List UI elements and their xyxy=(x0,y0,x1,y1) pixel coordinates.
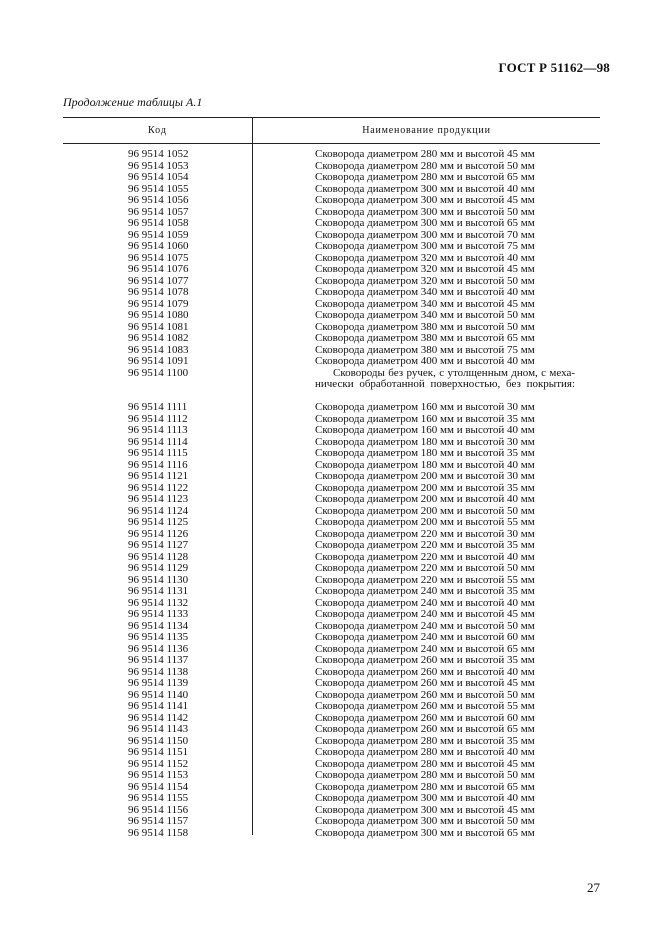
row-code: 96 9514 1138 xyxy=(128,665,189,678)
table-row xyxy=(63,828,600,840)
row-name: Сковорода диаметром 340 мм и высотой 40 мм xyxy=(315,286,535,298)
row-name: Сковорода диаметром 260 мм и высотой 40 мм xyxy=(315,665,535,678)
row-code: 96 9514 1132 xyxy=(128,596,189,609)
column-header-code: Код xyxy=(148,125,167,136)
row-name: Сковорода диаметром 180 мм и высотой 35 мм xyxy=(315,447,535,459)
table-row xyxy=(63,356,600,368)
row-code: 96 9514 1115 xyxy=(128,447,188,459)
row-name: Сковорода диаметром 240 мм и высотой 60 мм xyxy=(315,631,535,643)
row-code: 96 9514 1139 xyxy=(128,677,189,689)
row-name: Сковорода диаметром 280 мм и высотой 50 мм xyxy=(315,159,535,172)
row-code: 96 9514 1154 xyxy=(128,780,189,793)
row-code: 96 9514 1121 xyxy=(128,470,189,482)
table-row xyxy=(63,195,600,207)
row-code: 96 9514 1112 xyxy=(128,412,188,425)
row-code: 96 9514 1100 xyxy=(128,366,189,379)
row-code: 96 9514 1158 xyxy=(128,826,189,839)
table-row xyxy=(63,494,600,506)
table-row xyxy=(63,678,600,690)
row-name: Сковорода диаметром 200 мм и высотой 55 мм xyxy=(315,516,535,528)
row-name: Сковорода диаметром 300 мм и высотой 40 мм xyxy=(315,182,535,195)
row-name: Сковорода диаметром 320 мм и высотой 45 мм xyxy=(315,263,535,275)
row-name: Сковорода диаметром 220 мм и высотой 35 мм xyxy=(315,539,535,551)
row-code: 96 9514 1123 xyxy=(128,493,189,505)
row-name: Сковорода диаметром 300 мм и высотой 50 мм xyxy=(315,815,535,827)
table-row xyxy=(63,218,600,230)
table-row-group xyxy=(63,368,600,403)
row-code: 96 9514 1058 xyxy=(128,217,189,229)
row-code: 96 9514 1113 xyxy=(128,424,188,436)
row-code: 96 9514 1152 xyxy=(128,757,189,770)
row-code: 96 9514 1133 xyxy=(128,608,189,620)
row-name: Сковорода диаметром 260 мм и высотой 45 мм xyxy=(315,677,535,689)
table-row xyxy=(63,655,600,667)
row-code: 96 9514 1124 xyxy=(128,504,189,517)
row-name: Сковорода диаметром 220 мм и высотой 55 мм xyxy=(315,573,535,586)
row-code: 96 9514 1082 xyxy=(128,332,189,344)
row-code: 96 9514 1129 xyxy=(128,562,189,574)
group-description xyxy=(315,368,575,391)
row-code: 96 9514 1081 xyxy=(128,320,189,333)
row-code: 96 9514 1134 xyxy=(128,619,189,632)
group-description-line-1: Сковороды без ручек, с утолщенным дном, с меха- xyxy=(333,366,575,379)
table-row xyxy=(63,448,600,460)
row-code: 96 9514 1136 xyxy=(128,642,189,655)
row-name: Сковорода диаметром 320 мм и высотой 50 мм xyxy=(315,274,535,287)
table-row xyxy=(63,586,600,598)
row-code: 96 9514 1056 xyxy=(128,194,189,206)
row-code: 96 9514 1053 xyxy=(128,159,189,172)
row-name: Сковорода диаметром 280 мм и высотой 65 мм xyxy=(315,780,535,793)
row-name: Сковорода диаметром 200 мм и высотой 50 мм xyxy=(315,504,535,517)
table-row xyxy=(63,310,600,322)
row-code: 96 9514 1156 xyxy=(128,803,189,816)
row-name: Сковорода диаметром 280 мм и высотой 40 мм xyxy=(315,746,535,758)
table-row xyxy=(63,770,600,782)
row-code: 96 9514 1060 xyxy=(128,240,189,252)
row-code: 96 9514 1052 xyxy=(128,148,189,160)
row-name: Сковорода диаметром 160 мм и высотой 40 мм xyxy=(315,424,535,436)
row-name: Сковорода диаметром 340 мм и высотой 50 мм xyxy=(315,309,535,321)
row-code: 96 9514 1114 xyxy=(128,435,188,448)
row-code: 96 9514 1076 xyxy=(128,263,189,275)
table-row xyxy=(63,540,600,552)
row-name: Сковорода диаметром 280 мм и высотой 35 мм xyxy=(315,734,535,747)
row-code: 96 9514 1126 xyxy=(128,527,189,540)
table-row xyxy=(63,701,600,713)
row-code: 96 9514 1125 xyxy=(128,516,189,528)
row-code: 96 9514 1116 xyxy=(128,458,188,471)
row-code: 96 9514 1079 xyxy=(128,297,189,310)
table-row xyxy=(63,172,600,184)
row-code: 96 9514 1080 xyxy=(128,309,189,321)
row-name: Сковорода диаметром 180 мм и высотой 40 мм xyxy=(315,458,535,471)
table-header-rule xyxy=(63,143,600,144)
table-row xyxy=(63,471,600,483)
column-header-name: Наименование продукции xyxy=(362,125,491,136)
table-row xyxy=(63,747,600,759)
row-name: Сковорода диаметром 380 мм и высотой 65 мм xyxy=(315,332,535,344)
table-row xyxy=(63,425,600,437)
row-code: 96 9514 1140 xyxy=(128,688,189,701)
row-name: Сковорода диаметром 260 мм и высотой 50 мм xyxy=(315,688,535,701)
standard-designation: ГОСТ Р 51162—98 xyxy=(498,60,610,75)
row-name: Сковорода диаметром 300 мм и высотой 75 мм xyxy=(315,240,535,252)
row-name: Сковорода диаметром 300 мм и высотой 65 мм xyxy=(315,826,535,839)
row-name: Сковорода диаметром 200 мм и высотой 35 мм xyxy=(315,481,535,494)
row-code: 96 9514 1135 xyxy=(128,631,189,643)
row-name: Сковорода диаметром 160 мм и высотой 30 мм xyxy=(315,401,535,413)
table-row xyxy=(63,287,600,299)
row-code: 96 9514 1091 xyxy=(128,355,189,367)
row-code: 96 9514 1057 xyxy=(128,205,189,218)
row-code: 96 9514 1137 xyxy=(128,654,189,666)
row-name: Сковорода диаметром 300 мм и высотой 65 мм xyxy=(315,217,535,229)
row-name: Сковорода диаметром 220 мм и высотой 30 мм xyxy=(315,527,535,540)
row-code: 96 9514 1141 xyxy=(128,700,189,712)
row-code: 96 9514 1142 xyxy=(128,711,189,724)
row-name: Сковорода диаметром 380 мм и высотой 50 мм xyxy=(315,320,535,333)
table-caption: Продолжение таблицы А.1 xyxy=(63,95,203,109)
row-code: 96 9514 1083 xyxy=(128,343,189,356)
row-name: Сковорода диаметром 160 мм и высотой 35 мм xyxy=(315,412,535,425)
row-name: Сковорода диаметром 240 мм и высотой 45 мм xyxy=(315,608,535,620)
table-body xyxy=(63,149,600,839)
row-name: Сковорода диаметром 320 мм и высотой 40 мм xyxy=(315,251,535,264)
table-row xyxy=(63,333,600,345)
row-name: Сковорода диаметром 200 мм и высотой 40 мм xyxy=(315,493,535,505)
row-code: 96 9514 1151 xyxy=(128,746,189,758)
row-name: Сковорода диаметром 280 мм и высотой 65 мм xyxy=(315,171,535,183)
row-code: 96 9514 1122 xyxy=(128,481,189,494)
row-code: 96 9514 1131 xyxy=(128,585,189,597)
row-code: 96 9514 1059 xyxy=(128,228,189,241)
row-name: Сковорода диаметром 240 мм и высотой 50 мм xyxy=(315,619,535,632)
table-row xyxy=(63,632,600,644)
row-code: 96 9514 1075 xyxy=(128,251,189,264)
table-row xyxy=(63,241,600,253)
table-row xyxy=(63,517,600,529)
page-number: 27 xyxy=(587,880,600,895)
row-name: Сковорода диаметром 240 мм и высотой 65 мм xyxy=(315,642,535,655)
row-name: Сковорода диаметром 280 мм и высотой 45 мм xyxy=(315,757,535,770)
row-name: Сковорода диаметром 180 мм и высотой 30 мм xyxy=(315,435,535,448)
row-code: 96 9514 1054 xyxy=(128,171,189,183)
row-name: Сковорода диаметром 280 мм и высотой 45 мм xyxy=(315,148,535,160)
row-name: Сковорода диаметром 300 мм и высотой 50 мм xyxy=(315,205,535,218)
table-row xyxy=(63,724,600,736)
row-name: Сковорода диаметром 220 мм и высотой 40 мм xyxy=(315,550,535,563)
row-code: 96 9514 1127 xyxy=(128,539,189,551)
table-row xyxy=(63,264,600,276)
row-code: 96 9514 1153 xyxy=(128,769,189,781)
row-code: 96 9514 1055 xyxy=(128,182,189,195)
table-row xyxy=(63,609,600,621)
row-name: Сковорода диаметром 400 мм и высотой 40 мм xyxy=(315,355,535,367)
row-name: Сковорода диаметром 200 мм и высотой 30 мм xyxy=(315,470,535,482)
row-code: 96 9514 1128 xyxy=(128,550,189,563)
table-top-rule xyxy=(63,117,600,118)
row-code: 96 9514 1157 xyxy=(128,815,189,827)
row-name: Сковорода диаметром 220 мм и высотой 50 мм xyxy=(315,562,535,574)
row-name: Сковорода диаметром 240 мм и высотой 35 мм xyxy=(315,585,535,597)
row-name: Сковорода диаметром 300 мм и высотой 45 мм xyxy=(315,803,535,816)
row-name: Сковорода диаметром 260 мм и высотой 35 мм xyxy=(315,654,535,666)
group-description-line-2: нически обработанной поверхностью, без покрытия: xyxy=(315,378,575,390)
row-name: Сковорода диаметром 240 мм и высотой 40 мм xyxy=(315,596,535,609)
row-code: 96 9514 1150 xyxy=(128,734,189,747)
row-name: Сковорода диаметром 300 мм и высотой 40 мм xyxy=(315,792,535,804)
row-code: 96 9514 1143 xyxy=(128,723,189,735)
table-row xyxy=(63,402,600,414)
row-code: 96 9514 1111 xyxy=(128,401,188,413)
row-name: Сковорода диаметром 280 мм и высотой 50 мм xyxy=(315,769,535,781)
table-row xyxy=(63,816,600,828)
row-code: 96 9514 1078 xyxy=(128,286,189,298)
row-code: 96 9514 1130 xyxy=(128,573,189,586)
row-code: 96 9514 1155 xyxy=(128,792,189,804)
table-row xyxy=(63,563,600,575)
row-code: 96 9514 1077 xyxy=(128,274,189,287)
table-row xyxy=(63,793,600,805)
row-name: Сковорода диаметром 260 мм и высотой 60 мм xyxy=(315,711,535,724)
row-name: Сковорода диаметром 300 мм и высотой 45 мм xyxy=(315,194,535,206)
row-name: Сковорода диаметром 300 мм и высотой 70 мм xyxy=(315,228,535,241)
row-name: Сковорода диаметром 260 мм и высотой 55 мм xyxy=(315,700,535,712)
table-row xyxy=(63,149,600,161)
row-name: Сковорода диаметром 340 мм и высотой 45 мм xyxy=(315,297,535,310)
row-name: Сковорода диаметром 260 мм и высотой 65 мм xyxy=(315,723,535,735)
row-name: Сковорода диаметром 380 мм и высотой 75 мм xyxy=(315,343,535,356)
